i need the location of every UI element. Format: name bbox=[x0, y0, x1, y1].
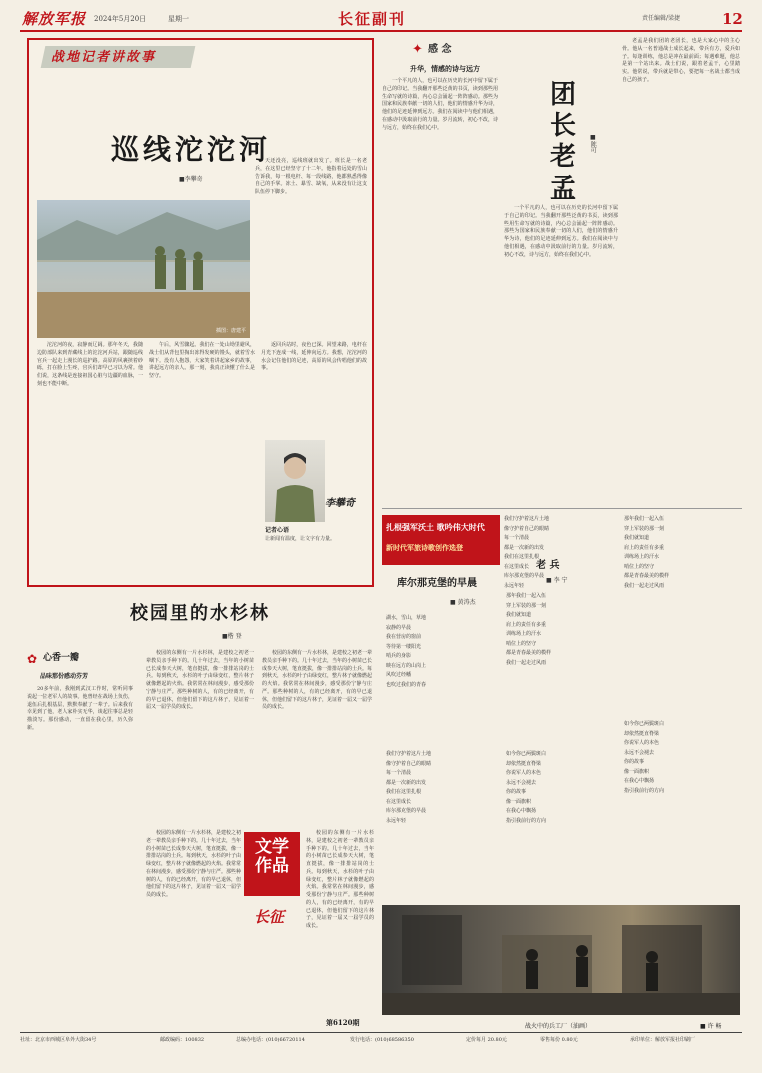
feature-text-col-3: 午后，风雪骤起。我们在一处山坳里避风，战士们从背包里掏出冻得发硬的馒头，就着雪水咽下。没有人抱怨，大家笑着讲起家乡的故事，讲起远方的亲人。那一刻，我真正读懂了什么是坚守。 bbox=[149, 342, 255, 379]
soldiers-illustration bbox=[37, 200, 250, 338]
masthead-rule bbox=[20, 30, 742, 32]
story-text-col-4: 校园的东侧有一片水杉林，是建校之初老一辈教员亲手种下的。几十年过去，当年的小树苗已长成参天大树，笔直挺拔，像一排排站岗的士兵。每到秋天，水杉的叶子由绿变红，整片林子就像燃起的火焰。我常常在林间漫步，感受那份宁静与庄严。那些种树的人，有的已经离开，有的早已退休，但他们留下的这片林子，见证着一届又一届学员的成长。 bbox=[306, 830, 374, 929]
story-text-col-3: 校园的东侧有一片水杉林，是建校之初老一辈教员亲手种下的。几十年过去，当年的小树苗已长成参天大树，笔直挺拔，像一排排站岗的士兵。每到秋天，水杉的叶子由绿变红，整片林子就像燃起的火焰。我常常在林间漫步，感受那份宁静与庄严。那些种树的人，有的已经离开，有的早已退休，但他们留下的这片林子，见证着一届又一届学员的成长。 bbox=[146, 830, 242, 898]
flame-icon: ✦ bbox=[412, 42, 423, 57]
poem1-body-b: 我们守护着这片土地 像守护着自己的眼睛 每一个清晨 都是一次新的出发 我们在这里扎根 在这里成长 库尔那克堡的早晨 永远年轻 bbox=[386, 751, 432, 824]
story-text-col-2: 校园的东侧有一片水杉林，是建校之初老一辈教员亲手种下的。几十年过去，当年的小树苗已长成参天大树，笔直挺拔，像一排排站岗的士兵。每到秋天，水杉的叶子由绿变红，整片林子就像燃起的火焰。我常常在林间漫步，感受那份宁静与庄严。那些种树的人，有的已经离开，有的早已退休，但他们留下的这片林子，见证着一届又一届学员的成长。 bbox=[262, 650, 373, 711]
poem2-intro: 我们守护着这片土地 像守护着自己的眼睛 每一个清晨 都是一次新的出发 我们在这里扎根 在这里成长 库尔那克堡的早晨 永远年轻 bbox=[504, 516, 550, 589]
column-tag-box bbox=[382, 38, 526, 60]
portrait-note: 让新闻有温度，让文字有力量。 bbox=[265, 536, 336, 542]
poem2-title: 老 兵 bbox=[536, 560, 560, 571]
footer-printer: 承印单位：解放军报社印刷厂 bbox=[630, 1037, 696, 1043]
feature-text-col-1: 沱沱河的夜，寂静而辽阔。那年冬天，我随边防部队来到青藏线上的沱沱河兵站，跟随巡线官兵一起走上漫长的巡护路。高原的风裹挟着砂砾，打在脸上生疼，官兵们却早已习以为常。他们说，这条线是连接祖国心脏与边疆的血脉，一刻也不能中断。 bbox=[37, 342, 143, 387]
poem2-body-a: 那年我们一起入伍 穿上军装的那一刻 我们就知道 肩上的责任有多重 训练场上的汗水 哨位上的坚守 都是青春最美的模样 我们一起走过风雨 bbox=[506, 593, 552, 666]
feature-text-col-2: 天还没亮，巡线班就出发了。班长是一名老兵，在这里已经坚守了十二年。他指着远处的雪山告诉我，每一根电杆、每一段线路，他都熟悉得像自己的手掌。冻土、暴雪、缺氧，从来没有让这支队伍停下脚步。 bbox=[255, 158, 367, 195]
footer-distribution-phone: 发行电话：(010)68586350 bbox=[350, 1037, 414, 1043]
reporter-figure bbox=[265, 440, 325, 522]
column-tag: 感 念 bbox=[428, 44, 452, 55]
column3-title: 团长老孟 bbox=[550, 80, 577, 204]
literature-emblem bbox=[244, 832, 300, 896]
poem1-title: 库尔那克堡的早晨 bbox=[397, 578, 477, 589]
column3-text-a: 老孟是我们团的老团长，也是大家心中的主心骨。他从一名普通战士成长起来，带兵有方，爱兵如子。每逢训练，他总是冲在最前面；每遇难题，他总是第一个站出来。战士们说，跟着老孟干，心里踏实。他常说，带兵就是带心，要把每一名战士都当成自己的孩子。 bbox=[622, 38, 740, 83]
section-title: 长征副刊 bbox=[338, 10, 407, 28]
feature-box bbox=[27, 38, 374, 587]
issue-date: 2024年5月20日 bbox=[94, 15, 147, 23]
poem2-body-d: 如今你已两鬓斑白 却依然挺直脊梁 你说军人的本色 永远不会褪去 你的故事 像一面旗帜 在我心中飘扬 指引我前行的方向 bbox=[624, 721, 665, 794]
feature-banner-text: 战地记者讲故事 bbox=[51, 50, 157, 65]
side-tag-text: 心香一瓣 bbox=[43, 653, 80, 663]
feature-author: ■李攀奇 bbox=[179, 176, 203, 183]
poem2-body-b: 如今你已两鬓斑白 却依然挺直脊梁 你说军人的本色 永远不会褪去 你的故事 像一面旗帜 在我心中飘扬 指引我前行的方向 bbox=[506, 751, 547, 824]
weekday: 星期一 bbox=[168, 15, 189, 23]
footer-price-single: 零售每份 0.80元 bbox=[540, 1037, 578, 1043]
reporter-portrait bbox=[265, 440, 325, 522]
flower-icon: ✿ bbox=[27, 652, 38, 666]
brand-calligraphy: 长征 bbox=[254, 908, 285, 926]
column2-title: 升华，情感的诗与远方 bbox=[410, 64, 480, 73]
column2-text-a: 一个平凡的人，也可以在历史的长河中留下属于自己的印记。当我翻开那些泛黄的书页，读到那些用生命写就的诗篇，内心总会涌起一阵阵感动。那些为国家和民族奉献一切的人们，他们的情感升华为诗，他们的足迹延伸到远方。我们在阅读中与他们相遇，在感动中汲取前行的力量。岁月流转，初心不改，诗与远方，始终在我们心中。 bbox=[382, 78, 498, 131]
story-author: ■楷 登 bbox=[222, 633, 242, 640]
painting-caption: 战火中的兵工厂（油画） bbox=[525, 1023, 592, 1030]
column3-author: ■陈可 bbox=[589, 134, 597, 153]
column2-text-b: 一个平凡的人，也可以在历史的长河中留下属于自己的印记。当我翻开那些泛黄的书页，读到那些用生命写就的诗篇，内心总会涌起一阵阵感动。那些为国家和民族奉献一切的人们，他们的情感升华为诗，他们的足迹延伸到远方。我们在阅读中与他们相遇，在感动中汲取前行的力量。岁月流转，初心不改，诗与远方，始终在我们心中。 bbox=[504, 205, 618, 258]
poem1-body-a: 湖水，雪山，草地 寂静的早晨 我在营房的窗前 等待第一缕阳光 哨兵的身影 映在远方的山岗上 风吹过经幡 也吹过我们的青春 bbox=[386, 615, 427, 688]
page-number: 12 bbox=[722, 10, 743, 28]
feature-photo bbox=[37, 200, 250, 338]
photo-caption: 插图：唐建平 bbox=[215, 328, 246, 335]
poem2-author: ■ 李 宁 bbox=[546, 577, 568, 584]
poem1-author: ■ 黄涛杰 bbox=[450, 599, 476, 606]
masthead bbox=[20, 8, 742, 30]
feature-text-col-4: 返回兵站时，夜色已深。回望来路，电杆在月光下连成一线，延伸向远方。我想，沱沱河的水会记住他们的足迹，高原的风会传唱他们的故事。 bbox=[261, 342, 367, 372]
side-title: 品味那份感动芬芳 bbox=[40, 673, 89, 680]
footer bbox=[20, 1037, 742, 1049]
footer-price-month: 定价每月 20.80元 bbox=[466, 1037, 507, 1043]
side-tag bbox=[27, 650, 117, 670]
side-text: 20多年前，我刚到武汉工作时，常听同事说起一位老军人的故事。他曾经在战场上负伤，退伍后扎根基层，默默奉献了一辈子。后来我有幸见到了他，老人家朴实无华，谈起往事总是轻描淡写。那份感动，一直留在我心里，历久弥新。 bbox=[27, 686, 133, 731]
issue-label: 第6120期 bbox=[326, 1018, 360, 1027]
promo-line-2: 新时代军旅诗歌创作选登 bbox=[386, 543, 463, 552]
footer-office-phone: 总编办电话：(010)66720114 bbox=[236, 1037, 305, 1043]
editor-credit: 责任编辑/梁捷 bbox=[642, 15, 681, 22]
footer-address: 社址：北京市西城区阜外大街34号 bbox=[20, 1037, 97, 1043]
footer-postcode: 邮政编码：100832 bbox=[160, 1037, 205, 1043]
poem2-body-c: 那年我们一起入伍 穿上军装的那一刻 我们就知道 肩上的责任有多重 训练场上的汗水 哨位上的坚守 都是青春最美的模样 我们一起走过风雨 bbox=[624, 516, 670, 589]
story-text-col-1: 校园的东侧有一片水杉林，是建校之初老一辈教员亲手种下的。几十年过去，当年的小树苗已长成参天大树，笔直挺拔，像一排排站岗的士兵。每到秋天，水杉的叶子由绿变红，整片林子就像燃起的火焰。我常常在林间漫步，感受那份宁静与庄严。那些种树的人，有的已经离开，有的早已退休，但他们留下的这片林子，见证着一届又一届学员的成长。 bbox=[146, 650, 254, 711]
story-title: 校园里的水杉林 bbox=[130, 603, 270, 624]
feature-title: 巡线沱沱河 bbox=[111, 133, 272, 166]
section-divider bbox=[382, 508, 742, 509]
painting bbox=[382, 905, 740, 1015]
portrait-caption: 记者心语 bbox=[265, 527, 290, 534]
reporter-signature: 李攀奇 bbox=[325, 498, 355, 509]
promo-banner bbox=[382, 515, 500, 565]
footer-rule bbox=[20, 1032, 742, 1033]
paper-logo: 解放军报 bbox=[22, 10, 87, 28]
workshop-scene bbox=[382, 905, 740, 1015]
painting-author: ■ 许 畅 bbox=[700, 1023, 722, 1030]
emblem-text: 文学作品 bbox=[255, 837, 289, 876]
promo-line-1: 扎根强军沃土 歌吟伟大时代 bbox=[386, 522, 485, 532]
